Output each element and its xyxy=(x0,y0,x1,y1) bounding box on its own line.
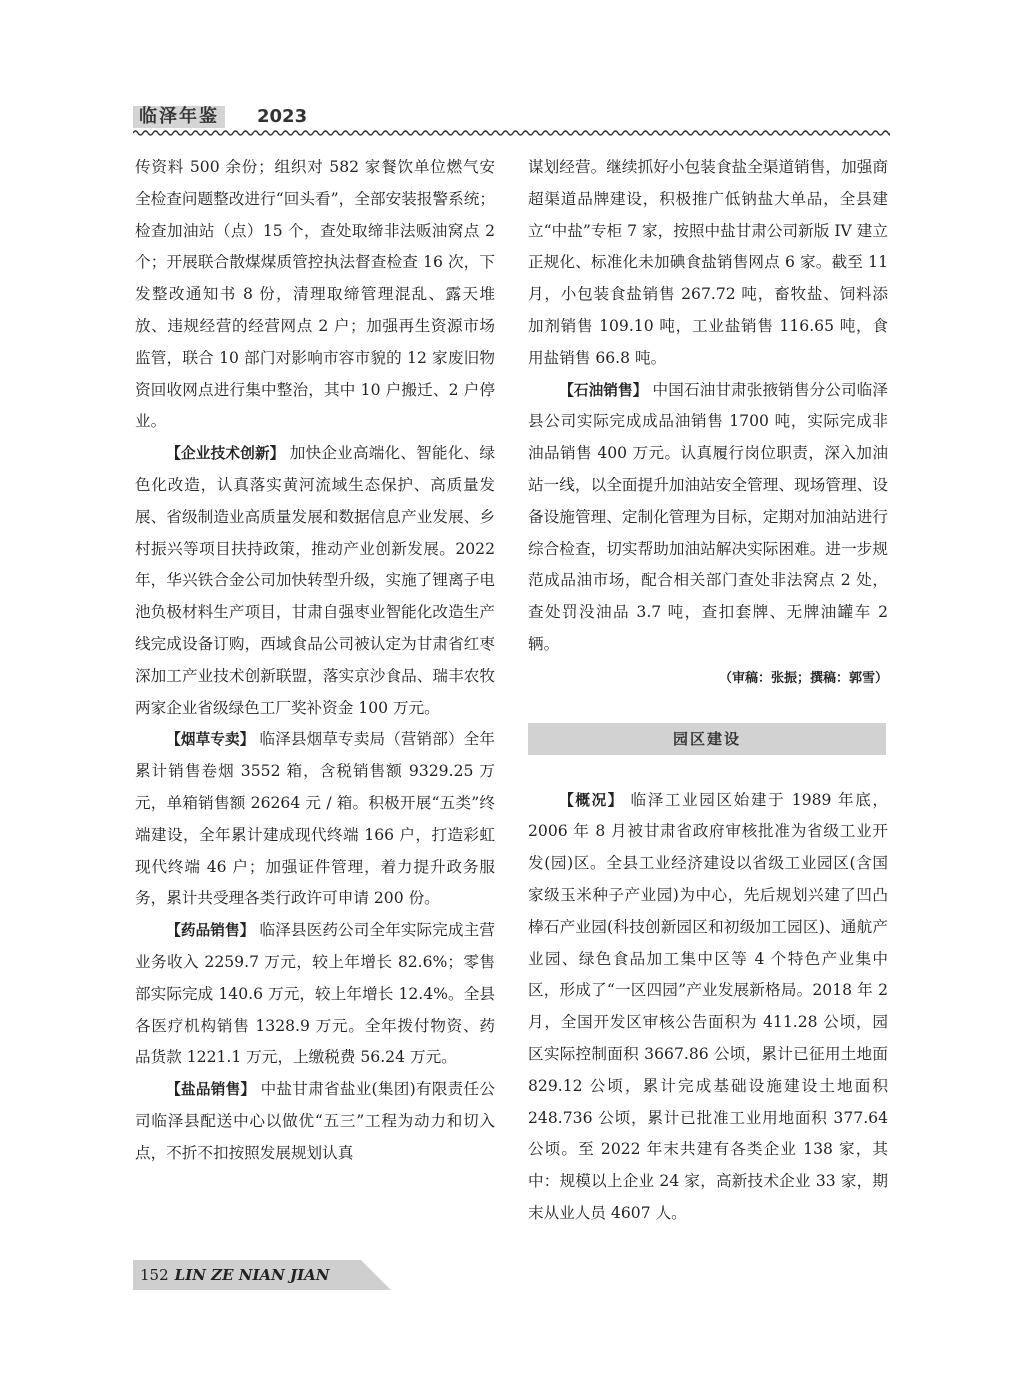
paragraph xyxy=(135,1074,495,1169)
running-title: LIN ZE NIAN JIAN xyxy=(174,1266,330,1284)
paragraph-text: 谋划经营。继续抓好小包装食盐全渠道销售，加强商超渠道品牌建设，积极推广低钠盐大单品，全县建立“中盐”专柜 7 家，按照中盐甘肃公司新版 IV 建立正规化、标准化未加碘食盐销售网点 6 家。截至 11 月，小包装食盐销售 267.72 吨，畜牧盐、饲料添加剂销售 109.10 吨，工业盐销售 116.65 吨，食用盐销售 66.8 吨。 xyxy=(528,158,888,367)
paragraph-text: 临泽工业园区始建于 1989 年底，2006 年 8 月被甘肃省政府审核批准为省级工业开发(园)区。全县工业经济建设以省级工业园区(含国家级玉米种子产业园)为中心，先后规划兴建了凹凸棒石产业园(科技创新园区和初级加工园区)、通航产业园、绿色食品加工集中区等 4 个特色产业集中区，形成了“一区四园”产业发展新格局。2018 年 2 月，全国开发区审核公告面积为 411.28 公顷，园区实际控制面积 3667.86 公顷，累计已征用土地面 829.12 公顷，累计完成基础设施建设土地面积 248.736 公顷，累计已批准工业用地面积 377.64 公顷。至 2022 年末共建有各类企业 138 家，其中：规模以上企业 24 家，高新技术企业 33 家，期末从业人员 4607 人。 xyxy=(528,790,888,1222)
paragraph xyxy=(135,915,495,1074)
author-credit: （审稿：张振；撰稿：郭雪） xyxy=(718,670,888,686)
paragraph xyxy=(528,375,888,661)
left-column xyxy=(135,152,495,1170)
paragraph xyxy=(528,785,888,1230)
paragraph-keyword: 【企业技术创新】 xyxy=(166,445,285,463)
paragraph-keyword: 【概况】 xyxy=(559,791,624,809)
paragraph xyxy=(135,152,495,438)
section-heading: 园区建设 xyxy=(528,723,886,755)
paragraph-keyword: 【盐品销售】 xyxy=(166,1081,256,1099)
page-number: 152 xyxy=(140,1266,169,1284)
yearbook-title: 临泽年鉴 xyxy=(133,106,225,128)
paragraph-text: 传资料 500 余份；组织对 582 家餐饮单位燃气安全检查问题整改进行“回头看”，全部安装报警系统；检查加油站（点）15 个，查处取缔非法贩油窝点 2 个；开展联合散煤煤质管控执法督查检查 16 次，下发整改通知书 8 份，清理取缔管理混乱、露天堆放、违规经营的经营网点 2 户；加强再生资源市场监管，联合 10 部门对影响市容市貌的 12 家废旧物资回收网点进行集中整治，其中 10 户搬迁、2 户停业。 xyxy=(135,158,495,431)
paragraph xyxy=(135,724,495,915)
page-header xyxy=(133,102,890,132)
footer-text xyxy=(140,1264,330,1286)
paragraph-keyword: 【石油销售】 xyxy=(559,381,648,399)
paragraph-keyword: 【药品销售】 xyxy=(166,922,255,940)
yearbook-year: 2023 xyxy=(257,106,308,127)
paragraph-text: 加快企业高端化、智能化、绿色化改造，认真落实黄河流域生态保护、高质量发展、省级制造业高质量发展和数据信息产业发展、乡村振兴等项目扶持政策，推动产业创新发展。2022 年，华兴铁合金公司加快转型升级，实施了锂离子电池负极材料生产项目，甘肃自强枣业智能化改造生产线完成设备订购，西域食品公司被认定为甘肃省红枣深加工产业技术创新联盟，落实京沙食品、瑞丰农牧两家企业省级绿色工厂奖补资金 100 万元。 xyxy=(135,444,495,717)
paragraph-text: 临泽县医药公司全年实际完成主营业务收入 2259.7 万元，较上年增长 82.6%；零售部实际完成 140.6 万元，较上年增长 12.4%。全县各医疗机构销售 1328.9 万元。全年拨付物资、药品货款 1221.1 万元，上缴税费 56.24 万元。 xyxy=(135,921,495,1067)
paragraph xyxy=(528,152,888,375)
paragraph-text: 中盐甘肃省盐业(集团)有限责任公司临泽县配送中心以做优“五三”工程为动力和切入点，不折不扣按照发展规划认真 xyxy=(135,1080,495,1162)
paragraph-text: 中国石油甘肃张掖销售分公司临泽县公司实际完成成品油销售 1700 吨，实际完成非油品销售 400 万元。认真履行岗位职责，深入加油站一线，以全面提升加油站安全管理、现场管理、设备设施管理、定制化管理为目标，定期对加油站进行综合检查，切实帮助加油站解决实际困难。进一步规范成品油市场，配合相关部门查处非法窝点 2 处，查处罚没油品 3.7 吨，查扣套牌、无牌油罐车 2 辆。 xyxy=(528,380,888,653)
header-wave-rule xyxy=(133,128,890,138)
right-column xyxy=(528,152,888,1230)
paragraph-text: 临泽县烟草专卖局（营销部）全年累计销售卷烟 3552 箱，含税销售额 9329.25 万元，单箱销售额 26264 元 / 箱。积极开展“五类”终端建设，全年累计建成现代终端 166 户，打造彩虹现代终端 46 户；加强证件管理，着力提升政务服务，累计共受理各类行政许可申请 200 份。 xyxy=(135,730,495,908)
paragraph-keyword: 【烟草专卖】 xyxy=(166,731,255,749)
page-footer xyxy=(133,1260,391,1290)
paragraph xyxy=(135,438,495,724)
